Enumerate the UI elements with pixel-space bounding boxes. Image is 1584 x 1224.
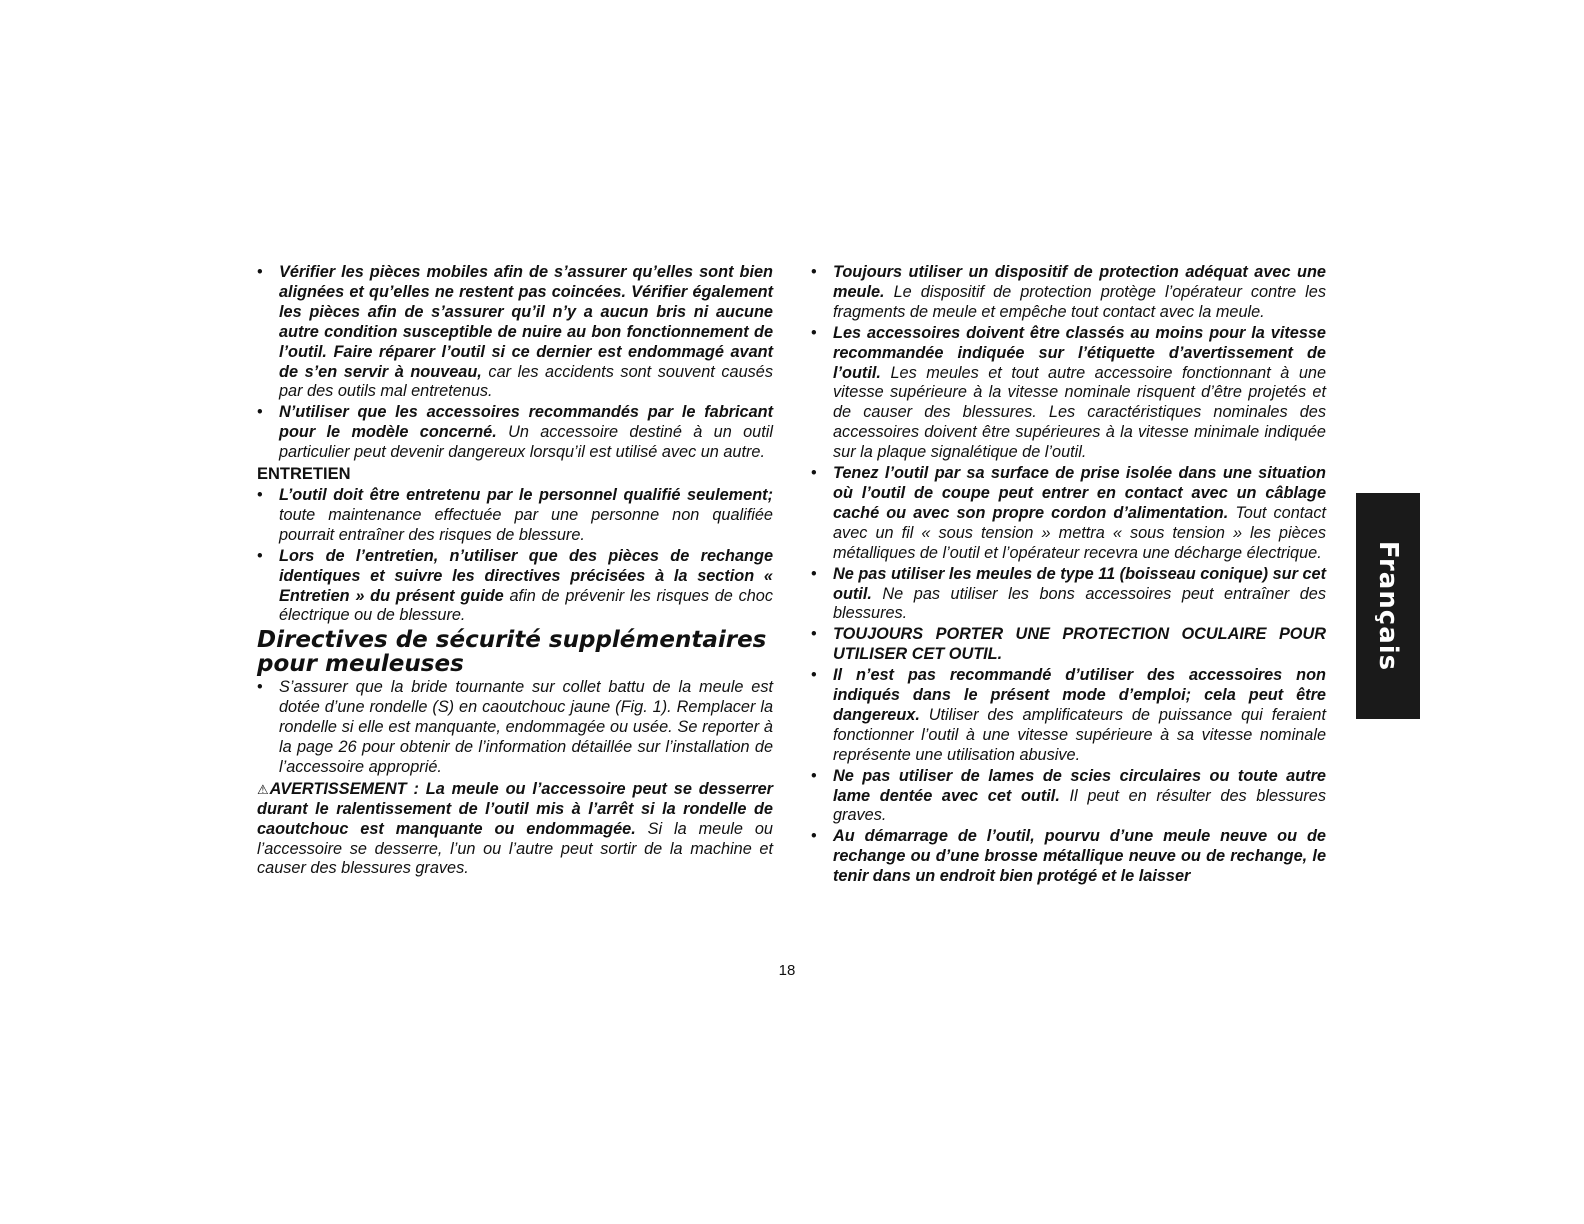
bullet-regular-text: Tout contact avec un fil « sous tension » mettra « sous tension » les pièces métalliques de l’outil et l’opérateur recevra une décharge électrique. bbox=[833, 503, 1327, 562]
bullet-regular-text: Ne pas utiliser les bons accessoires peut entraîner des blessures. bbox=[833, 584, 1326, 623]
bullet-qualified-personnel bbox=[257, 486, 773, 546]
warning-bold-text: AVERTISSEMENT : La meule ou l’accessoire peut se desserrer durant le ralentissement de l’outil mis à l’arrêt si la rondelle de caoutchouc est manquante ou endommagée. bbox=[257, 779, 773, 838]
bullet-type-11-wheels bbox=[811, 565, 1326, 625]
bullet-saw-blades bbox=[811, 767, 1326, 827]
bullet-regular-text: afin de prévenir les risques de choc électrique ou de blessure. bbox=[279, 586, 773, 625]
bullet-bold-text: Toujours utiliser un dispositif de protection adéquat avec une meule. bbox=[833, 263, 1326, 301]
bullet-bold-text: N’utiliser que les accessoires recommandés par le fabricant pour le modèle concerné. bbox=[279, 403, 773, 442]
bullet-bold-text: Au démarrage de l’outil, pourvu d’une meule neuve ou de rechange ou d’une brosse métallique neuve ou de rechange, le tenir dans un endroit bien protégé et le laisser bbox=[833, 827, 1326, 886]
bullet-bold-text: Lors de l’entretien, n’utiliser que des pièces de rechange identiques et suivre les directives précisées à la section « Entretien » du présent guide bbox=[279, 546, 773, 605]
bullet-insulated-grip bbox=[811, 464, 1326, 564]
bullet-recommended-accessories bbox=[257, 403, 773, 463]
bullet-bold-text: L’outil doit être entretenu par le personnel qualifié seulement; bbox=[279, 485, 773, 504]
section-title-line-2: pour meuleuses bbox=[257, 651, 464, 678]
warning-triangle-icon: ⚠ bbox=[257, 781, 269, 797]
right-column bbox=[811, 263, 1326, 888]
bullet-eye-protection bbox=[811, 625, 1326, 665]
bullet-bold-text: Ne pas utiliser de lames de scies circulaires ou toute autre lame dentée avec cet outil. bbox=[833, 766, 1326, 805]
bullet-bold-text: Les accessoires doivent être classés au moins pour la vitesse recommandée indiquée sur l’étiquette d’avertissement de l’outil. bbox=[833, 323, 1326, 382]
warning-regular-text: Si la meule ou l’accessoire se desserre, l’un ou l’autre peut sortir de la machine et causer des blessures graves. bbox=[257, 819, 773, 878]
bullet-regular-text: Les meules et tout autre accessoire fonctionnant à une vitesse supérieure à la vitesse nominale risquent d’être projetés et de causer des blessures. Les caractéristiques nominales des accessoires doivent être supérieures à la vitesse minimale indiquée sur la plaque signalétique de l’outil. bbox=[833, 363, 1326, 462]
language-tab bbox=[1356, 493, 1420, 719]
section-title-line-1: Directives de sécurité supplémentaires bbox=[257, 627, 767, 654]
bullet-bold-text: TOUJOURS PORTER UNE PROTECTION OCULAIRE POUR UTILISER CET OUTIL. bbox=[833, 625, 1326, 664]
bullet-bold-text: Vérifier les pièces mobiles afin de s’assurer qu’elles sont bien alignées et qu’elles ne restent pas coincées. Vérifier également les pièces afin de s’assurer qu’il n’y a aucun bris ni aucune autre condition susceptible de nuire au bon fonctionnement de l’outil. Faire réparer l’outil si ce dernier est endommagé avant de s’en servir à nouveau, bbox=[279, 263, 773, 381]
left-column bbox=[257, 263, 773, 879]
section-heading-entretien: ENTRETIEN bbox=[257, 465, 351, 484]
bullet-guard bbox=[811, 263, 1326, 323]
bullet-regular-text: S’assurer que la bride tournante sur collet battu de la meule est dotée d’une rondelle (S) en caoutchouc jaune (Fig. 1). Remplacer la rondelle si elle est manquante, endommagée ou usée. Se reporter à la page 26 pour obtenir de l’information détaillée sur l’installation de l’accessoire approprié. bbox=[279, 678, 773, 776]
bullet-regular-text: Il peut en résulter des blessures graves. bbox=[833, 786, 1326, 825]
bullet-regular-text: Le dispositif de protection protège l’opérateur contre les fragments de meule et empêche tout contact avec la meule. bbox=[833, 282, 1326, 321]
warning-paragraph bbox=[257, 780, 773, 880]
bullet-regular-text: toute maintenance effectuée par une personne non qualifiée pourrait entraîner des risques de blessure. bbox=[279, 505, 773, 544]
bullet-bold-text: Ne pas utiliser les meules de type 11 (boisseau conique) sur cet outil. bbox=[833, 564, 1326, 603]
bullet-bold-text: Il n’est pas recommandé d’utiliser des accessoires non indiqués dans le présent mode d’emploi; cela peut être dangereux. bbox=[833, 666, 1326, 724]
bullet-regular-text: Utiliser des amplificateurs de puissance qui feraient fonctionner l’outil à une vitesse supérieure à sa vitesse nominale représente une utilisation abusive. bbox=[833, 705, 1326, 764]
bullet-moving-parts bbox=[257, 263, 773, 402]
page-number: 18 bbox=[778, 962, 796, 979]
section-title-grinders bbox=[257, 628, 773, 676]
language-tab-label: Français bbox=[1373, 540, 1403, 672]
bullet-regular-text: Un accessoire destiné à un outil particulier peut devenir dangereux lorsqu’il est utilisé avec un autre. bbox=[279, 423, 773, 462]
bullet-identical-parts bbox=[257, 547, 773, 627]
bullet-regular-text: car les accidents sont souvent causés par des outils mal entretenus. bbox=[279, 362, 773, 401]
bullet-unrecommended-accessories bbox=[811, 666, 1326, 766]
bullet-accessory-rating bbox=[811, 324, 1326, 463]
bullet-rubber-washer bbox=[257, 678, 773, 778]
bullet-startup bbox=[811, 827, 1326, 887]
bullet-bold-text: Tenez l’outil par sa surface de prise isolée dans une situation où l’outil de coupe peut entrer en contact avec un câblage caché ou avec son propre cordon d’alimentation. bbox=[833, 464, 1326, 522]
